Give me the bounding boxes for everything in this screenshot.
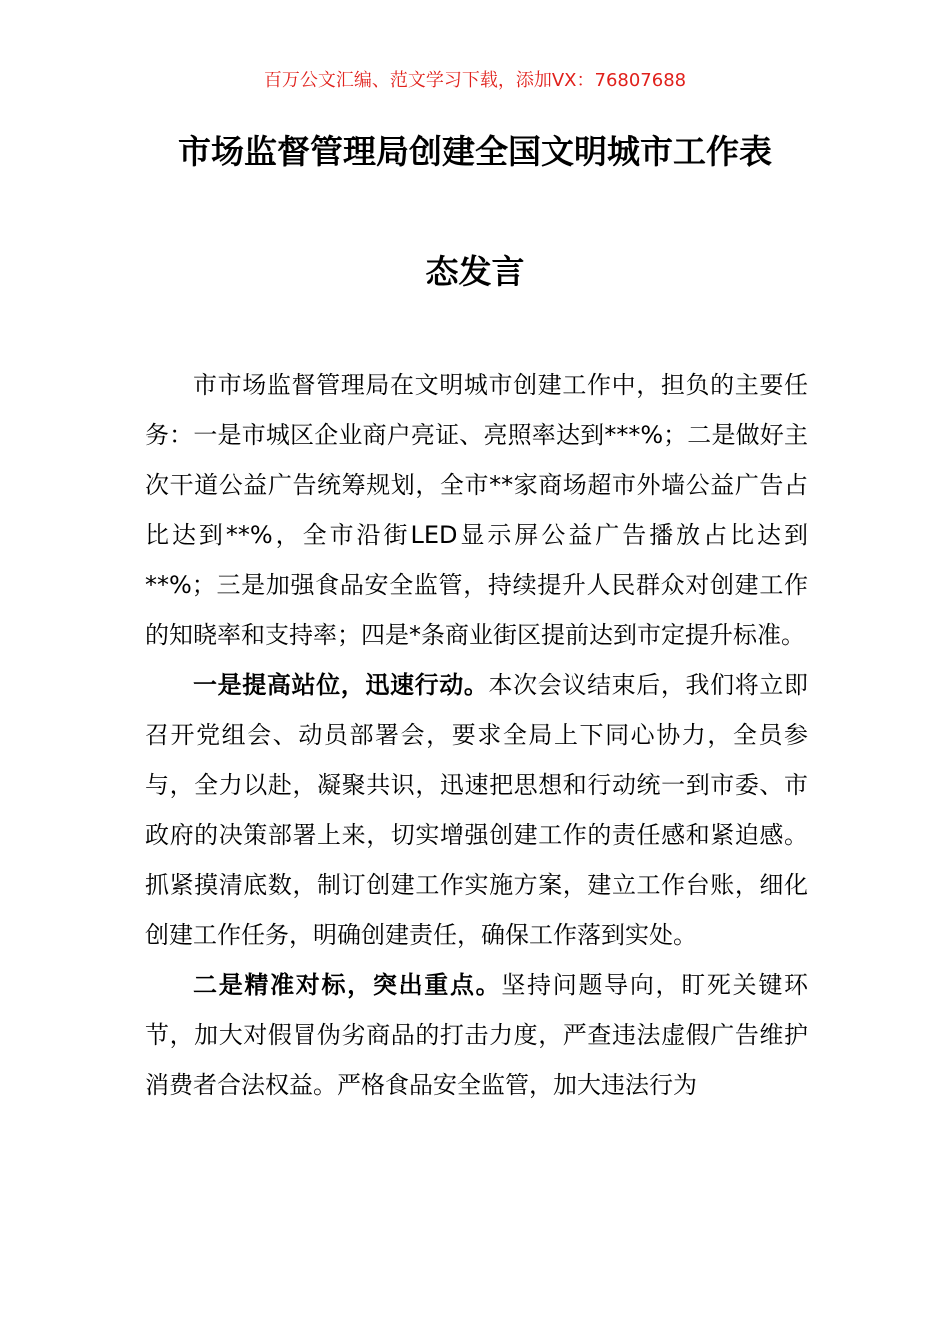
document-title-line-2: 态发言 (425, 252, 525, 291)
paragraph-lead: 二是精准对标，突出重点。 (193, 971, 502, 999)
paragraph-text: 本次会议结束后，我们将立即召开党组会、动员部署会，要求全局上下同心协力，全员参与，全力以赴，凝聚共识，迅速把思想和行动统一到市委、市政府的决策部署上来，切实增强创建工作的责任感和紧迫感。抓紧摸清底数，制订创建工作实施方案，建立工作台账，细化创建工作任务，明确创建责任，确保工作落到实处。 (145, 671, 808, 949)
paragraph-intro (145, 360, 808, 660)
paragraph-lead: 一是提高站位，迅速行动。 (193, 671, 489, 699)
paragraph-point-2 (145, 960, 808, 1110)
paragraph-text: 市市场监督管理局在文明城市创建工作中，担负的主要任务：一是市城区企业商户亮证、亮照率达到***%；二是做好主次干道公益广告统筹规划，全市**家商场超市外墙公益广告占比达到**%，全市沿街LED显示屏公益广告播放占比达到**%；三是加强食品安全监管，持续提升人民群众对创建工作的知晓率和支持率；四是*条商业街区提前达到市定提升标准。 (145, 371, 808, 649)
header-note: 百万公文汇编、范文学习下载，添加VX：76807688 (263, 70, 687, 91)
document-body (145, 360, 808, 1110)
document-title-line-1: 市场监督管理局创建全国文明城市工作表 (178, 132, 772, 171)
paragraph-point-1 (145, 660, 808, 960)
paragraph-text: 坚持问题导向，盯死关键环节，加大对假冒伪劣商品的打击力度，严查违法虚假广告维护消费者合法权益。严格食品安全监管，加大违法行为 (145, 971, 809, 1099)
